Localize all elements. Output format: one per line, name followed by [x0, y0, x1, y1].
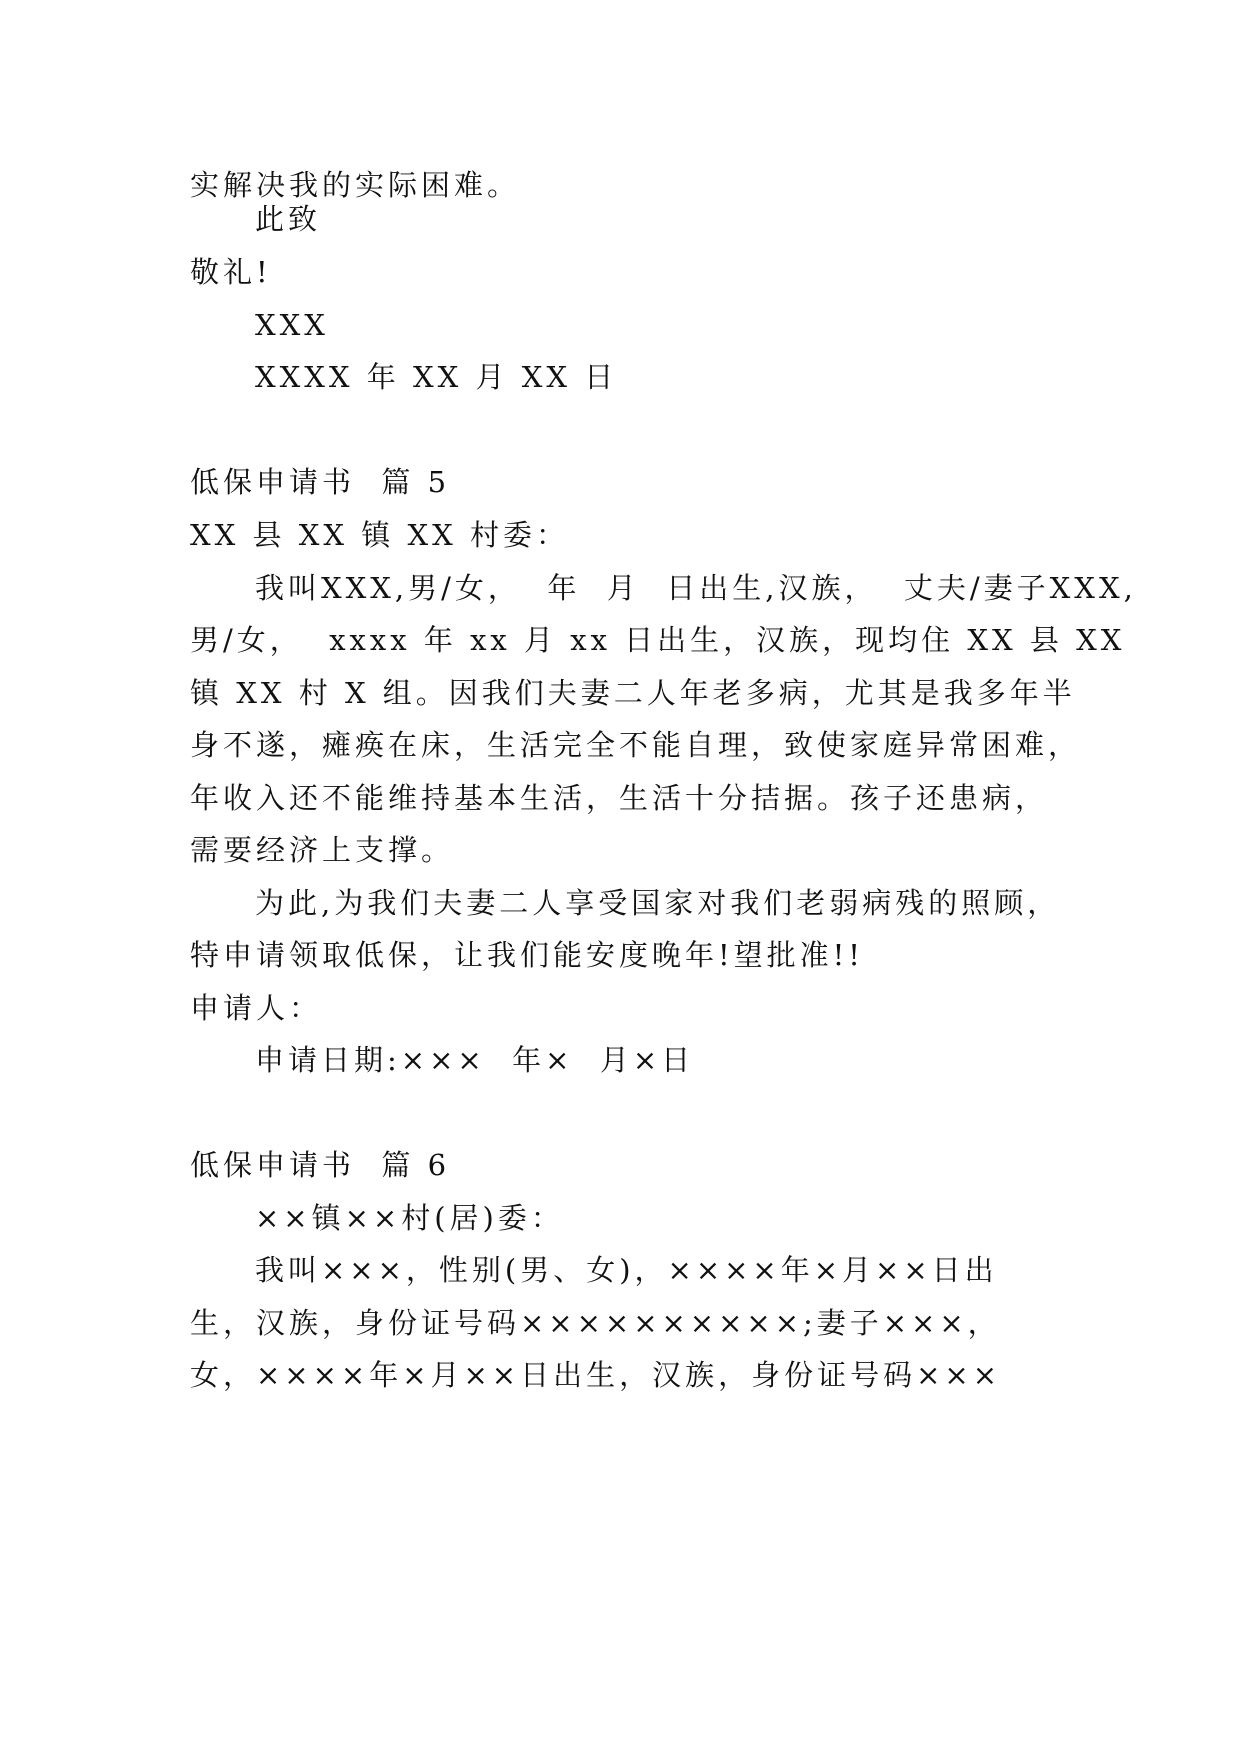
- paragraph-line: 女，××××年×月××日出生，汉族，身份证号码×××: [190, 1358, 1001, 1392]
- paragraph-line: 男/女， xxxx 年 xx 月 xx 日出生，汉族，现均住 XX 县 XX: [190, 623, 1126, 657]
- paragraph-line: 年收入还不能维持基本生活，生活十分拮据。孩子还患病，: [190, 781, 1049, 815]
- section-heading: 低保申请书 篇 5: [190, 465, 451, 499]
- paragraph-line: 我叫XXX,男/女， 年 月 日出生,汉族， 丈夫/妻子XXX,: [255, 571, 1137, 605]
- paragraph-line: 我叫×××，性别(男、女)，××××年×月××日出: [255, 1253, 998, 1287]
- paragraph-line: 身不遂，瘫痪在床，生活完全不能自理，致使家庭异常困难，: [190, 728, 1082, 762]
- paragraph-line: 生，汉族，身份证号码××××××××××;妻子×××，: [190, 1306, 1001, 1340]
- paragraph-line: 为此,为我们夫妻二人享受国家对我们老弱病残的照顾，: [255, 886, 1061, 920]
- letter-addressee: XX 县 XX 镇 XX 村委：: [190, 518, 569, 552]
- closing-regards: 敬礼!: [190, 255, 272, 289]
- paragraph-line: 特申请领取低保，让我们能安度晚年!望批准!!: [190, 938, 864, 972]
- section-heading: 低保申请书 篇 6: [190, 1148, 451, 1182]
- letter-addressee: ××镇××村(居)委：: [255, 1201, 564, 1235]
- signature-name: XXX: [255, 308, 329, 342]
- paragraph-line: 需要经济上支撑。: [190, 833, 455, 867]
- closing-salutation: 此致: [255, 202, 322, 236]
- application-date: 申请日期:××× 年× 月×日: [255, 1043, 695, 1077]
- signature-date: XXXX 年 XX 月 XX 日: [255, 360, 618, 394]
- paragraph-line: 实解决我的实际困难。: [190, 168, 521, 202]
- applicant-label: 申请人：: [190, 991, 323, 1025]
- paragraph-line: 镇 XX 村 X 组。因我们夫妻二人年老多病，尤其是我多年半: [190, 676, 1076, 710]
